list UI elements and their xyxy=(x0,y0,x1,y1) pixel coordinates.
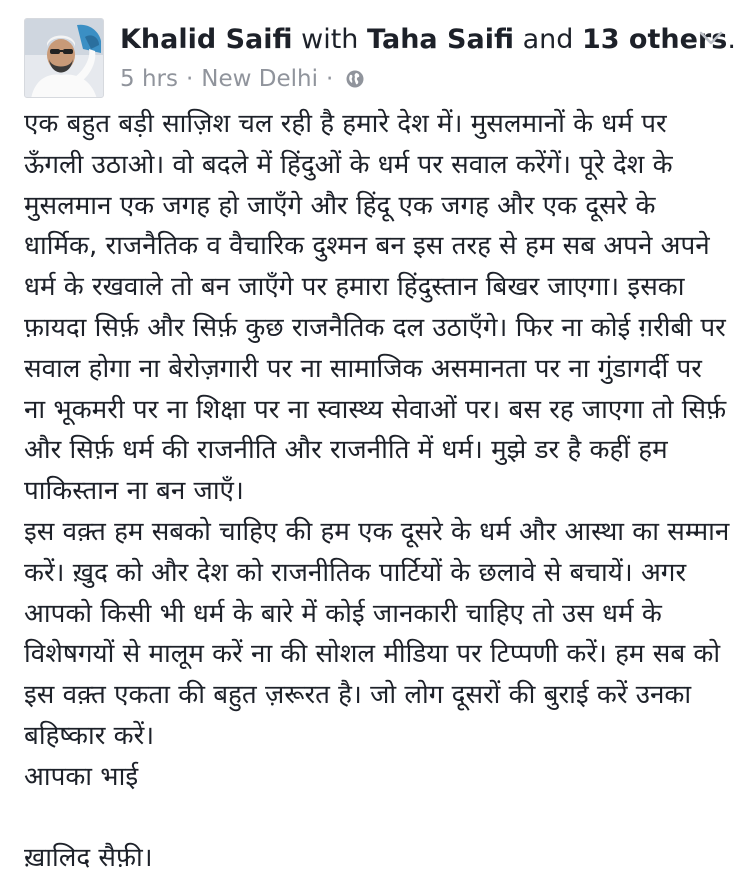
tagged-others-link[interactable]: 13 others xyxy=(581,24,728,55)
post-signoff: आपका भाई xyxy=(24,761,139,792)
tagged-user[interactable]: Taha Saifi xyxy=(367,24,514,55)
author-name[interactable]: Khalid Saifi xyxy=(120,24,293,55)
post-meta xyxy=(120,64,365,94)
post-timestamp[interactable]: 5 hrs xyxy=(120,66,178,92)
author-line-period: . xyxy=(727,24,736,55)
avatar[interactable] xyxy=(24,18,104,98)
chevron-down-icon[interactable] xyxy=(698,28,724,48)
globe-icon[interactable] xyxy=(345,69,365,89)
post-body xyxy=(24,104,730,879)
post-location[interactable]: New Delhi xyxy=(201,66,318,92)
and-text: and xyxy=(522,24,574,55)
meta-separator: · xyxy=(325,66,334,92)
post-paragraph: एक बहुत बड़ी साज़िश चल रही है हमारे देश में। मुसलमानों के धर्म पर ऊँगली उठाओ। वो बदले में हिंदुओं के धर्म पर सवाल करेंगें। पूरे देश के मुसलमान एक जगह हो जाएँगे और हिंदू एक जगह और एक दूसरे के धार्मिक, राजनैतिक व वैचारिक दुश्मन बन इस तरह से हम सब अपने अपने धर्म के रखवाले तो बन जाएँगे पर हमारा हिंदुस्तान बिखर जाएगा। इसका फ़ायदा सिर्फ़ और सिर्फ़ कुछ राजनैतिक दल उठाएँगे। फिर ना कोई ग़रीबी पर सवाल होगा ना बेरोज़गारी पर ना सामाजिक असमानता पर ना गुंडागर्दी पर ना भूकमरी पर ना शिक्षा पर ना स्वास्थ्य सेवाओं पर। बस रह जाएगा तो सिर्फ़ और सिर्फ़ धर्म की राजनीति और राजनीति में धर्म। मुझे डर है कहीं हम पाकिस्तान ना बन जाएँ। xyxy=(24,109,727,507)
blank-line xyxy=(24,798,730,839)
avatar-photo xyxy=(25,19,104,98)
post-signature: ख़ालिद सैफ़ी। xyxy=(24,843,153,874)
post-header xyxy=(24,18,736,102)
meta-separator: · xyxy=(185,66,194,92)
post-paragraph: इस वक़्त हम सबको चाहिए की हम एक दूसरे के धर्म और आस्था का सम्मान करें। ख़ुद को और देश को राजनीतिक पार्टियों के छलावे से बचायें। अगर आपको किसी भी धर्म के बारे में कोई जानकारी चाहिए तो उस धर्म के विशेषगयों से मालूम करें ना की सोशल मीडिया पर टिप्पणी करें। हम सब को इस वक़्त एकता की बहुत ज़रूरत है। जो लोग दूसरों की बुराई करें उनका बहिष्कार करें। xyxy=(24,516,730,751)
with-text: with xyxy=(301,24,359,55)
author-line xyxy=(120,22,736,58)
